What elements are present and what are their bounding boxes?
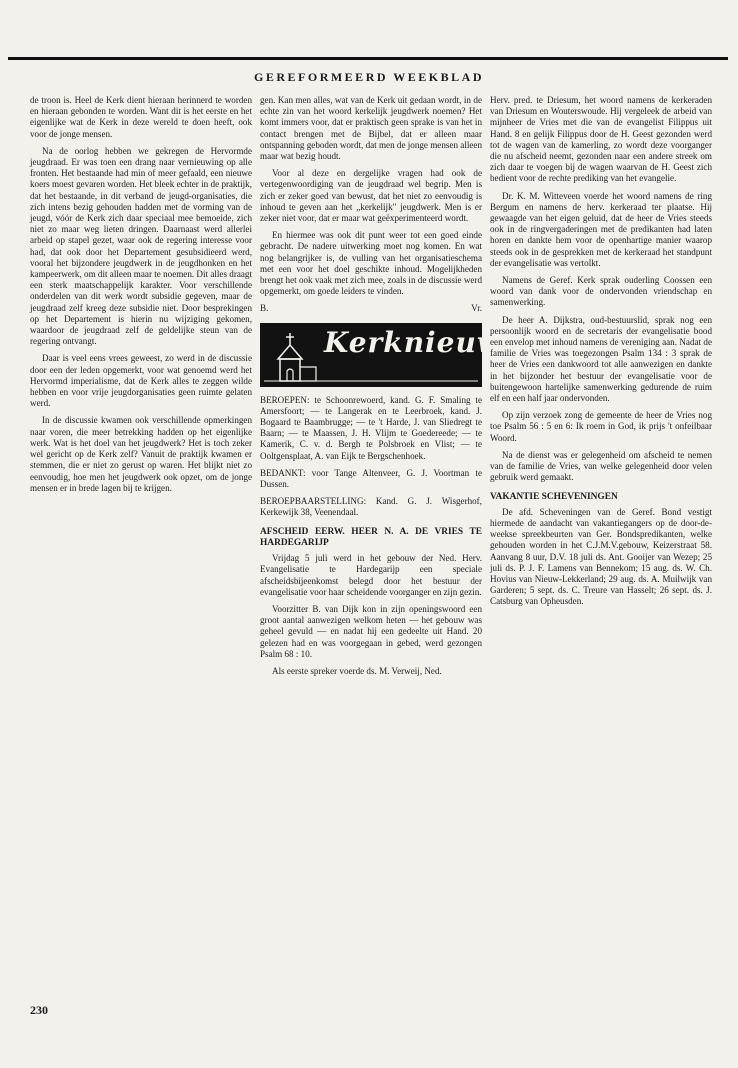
paragraph: De afd. Scheveningen van de Geref. Bond vestigt hiermede de aandacht van vakantiegangers op de door-de-weekse spreekbeurten van Ger. Bondspredikanten, welke gehouden worden in het C.J.M.V.gebouw, Keizerstraat 58. Aanvang 8 uur, D.V. 18 juli ds. Ant. Gooijer van Wezep; 25 juli ds. P. J. F. Lamens van Bennekom; 15 aug. ds. W. Ch. Hovius van Nieuw-Lekkerland; 29 aug. ds. A. Muilwijk van Garderen; 5 sept. ds. C. Treure van Hasselt; 26 sept. ds. J. Catsburg van Opheusden. [490, 506, 712, 607]
paragraph: Herv. pred. te Driesum, het woord namens de kerkeraden van Driesum en Wouterswoude. Hij vergeleek de arbeid van mijnheer de Vries met die van de evangelist Filippus uit Hand. 8 en gelijk Filippus door de H. Geest gezonden werd tot de wagen van de kamerling, zo wordt deze voorganger die nu afscheid neemt, gezonden naar een andere streek om zich daar te voegen bij de wagen waarvan de H. Geest zich bedient voor de rechte prediking van het evangelie. [490, 95, 712, 184]
paragraph: Na de oorlog hebben we gekregen de Hervormde jeugdraad. Er was toen een drang naar vernieuwing op alle fronten. Het bestaande had min of meer gefaald, een nieuwe koers moest gevaren worden. Het bleek echter in de praktijk, dat het bestaande, in dit verband de jeugd-organisaties, die zich intens bezig gehouden hadden met de vorming van de jeugd, vóór de Kerk zich daar speciaal mee bemoeide, zich niet zo maar weg lieten dringen. Daarnaast werd allerlei arbeid op stapel gezet, waar ook de regering interesse voor had, dat ook door het Departement gesubsidieerd werd, vooral het bijzondere jeugdwerk in de jeugdhonken en het kampeerwerk, om dit alleen maar te noemen. Dit alles draagt een sterk maatschappelijk karakter. Voor verschillende onderdelen van dit werk wordt subsidie gegeven, maar de jeugdraad zelf kreeg deze subsidie niet. Door besprekingen op het Departement is hierin nu wijziging gekomen, waardoor de jeugdraad zelf de geldelijke steun van de regering ontvangt. [30, 145, 252, 347]
news-item-beroepbaar: BEROEPBAARSTELLING: Kand. G. J. Wisgerhof, Kerkewijk 38, Veenendaal. [260, 496, 482, 518]
signoff-initial: B. [260, 303, 269, 314]
news-item-bedankt: BEDANKT: voor Tange Altenveer, G. J. Voortman te Dussen. [260, 467, 482, 490]
paragraph: Namens de Geref. Kerk sprak ouderling Coossen een woord van dank voor de ondervonden vriendschap en samenwerking. [490, 275, 712, 308]
paragraph: Dr. K. M. Witteveen voerde het woord namens de ring Bergum en namens de herv. kerkeraad ter plaatse. Hij gewaagde van het eigen geluid, dat de heer de Vries steeds ook in de ringvergaderingen met de predikanten had laten horen en dankte hem voor de openhartige manier waarop steeds ook in de gesprekken met de kerkeraad het standpunt der evangelisatie was vertolkt. [490, 190, 712, 268]
masthead: GEREFORMEERD WEEKBLAD [254, 70, 484, 84]
column-2 [260, 95, 519, 683]
column-1 [30, 95, 252, 500]
paragraph: Als eerste spreker voerde ds. M. Verweij, Ned. [272, 665, 442, 676]
paragraph: Daar is veel eens vrees geweest, zo werd in de discussie door een der leden opgemerkt, voor wat genoemd werd het Hervormd imperialisme, dat de Kerk alles te zeggen wilde hebben en voor vrije jeugdorganisaties geen ruimte gelaten werd. [30, 353, 252, 409]
section-heading-vakantie: VAKANTIE SCHEVENINGEN [490, 491, 618, 502]
paragraph: Vrijdag 5 juli werd in het gebouw der Ned. Herv. Evangelisatie te Hardegarijp een speciale afscheidsbijeenkomst belegd door het bestuur der evangelisatie voor haar scheidende voorganger en zijn gezin. [260, 553, 482, 597]
kerknieuws-banner [260, 323, 519, 387]
paragraph: gen. Kan men alles, wat van de Kerk uit gedaan wordt, in de echte zin van het woord kerkelijk jeugdwerk noemen? Het komt immers voor, dat er praktisch geen sprake is van het in contact brengen met de Bijbel, dat er alleen maar ontspanning geboden wordt, dat men de jonge mensen alleen maar wat bezig houdt. [260, 95, 482, 162]
page-number: 230 [30, 1003, 48, 1017]
paragraph: Na de dienst was er gelegenheid om afscheid te nemen van de familie de Vries, van welke gelegenheid door velen gebruik werd gemaakt. [490, 449, 712, 483]
column-3 [490, 95, 712, 614]
paragraph: Voorzitter B. van Dijk kon in zijn openingswoord een groot aantal aanwezigen welkom heten — het gebouw was geheel gevuld — en nadat hij een gedeelte uit Hand. 20 gelezen had en was voorgegaan in gebed, werd gezongen Psalm 68 : 10. [260, 603, 482, 659]
section-heading-afscheid: AFSCHEID EERW. HEER N. A. DE VRIES TE HARDEGARIJP [260, 526, 482, 548]
top-rule [8, 57, 728, 60]
paragraph: In de discussie kwamen ook verschillende opmerkingen naar voren, die meer betrekking hadden op het eigenlijke werk. Wat is het doel van het jeugdwerk? Het is toch zeker wel gericht op de Kerk zelf? Vanuit de praktijk kwamen er stemmen, die er niet zo gerust op waren. Het blijkt niet zo eenvoudig, hoe men het jeugdwerk ook opzet, om de jonge mensen er in brede lagen bij te krijgen. [30, 415, 252, 493]
banner-title: Kerknieuws [324, 325, 519, 359]
paragraph: En hiermee was ook dit punt weer tot een goed einde gebracht. De nadere uitwerking moet nog komen. En wat nog belangrijker is, de vulling van het organisatieschema met een voor het doel geschikte inhoud. Mogelijkheden brengt het ook vaak met zich mee, zoals in de discussie werd opgemerkt, om goede leiders te vinden. [260, 230, 482, 297]
paragraph: De heer A. Dijkstra, oud-bestuurslid, sprak nog een persoonlijk woord en de secretaris der evangelisatie bood een envelop met inhoud namens de vereniging aan. Nadat de familie de Vries was toegezongen Psalm 134 : 3 sprak de heer de Vries een dankwoord tot alle aanwezigen en dankte in het bijzonder het bestuur der evangelisatie voor de buitengewoon hartelijke samenwerking gedurende de ruim elf en een half jaar ondervonden. [490, 314, 712, 404]
paragraph: Op zijn verzoek zong de gemeente de heer de Vries nog toe Psalm 56 : 5 en 6: Ik roem in God, ik prijs 't onfeilbaar Woord. [490, 410, 712, 443]
paragraph: Voor al deze en dergelijke vragen had ook de vertegenwoordiging van de jeugdraad wel begrip. Men is zich er zeker goed van bewust, dat het niet zo eenvoudig is inhoud te geven aan het „kerkelijk" jeugdwerk. Men is er zeker niet voor, dat er maar wat geëxperimenteerd wordt. [260, 168, 482, 224]
signoff-author: Vr. [471, 303, 482, 314]
signoff [260, 303, 482, 314]
news-item-beroepen: BEROEPEN: te Schoonrewoerd, kand. G. F. Smaling te Amersfoort; — te Langerak en te Leerbroek, kand. J. Bogaard te Baambrugge; — te 't Harde, J. van Sliedregt te Baarn; — te Maassen, J. H. Vlijm te Goedereede; — te Kamerik, C. v. d. Bergh te Polsbroek en Vlist; — te Ooltgensplaat, A. van Eijk te Bergschenhoek. [260, 394, 482, 461]
paragraph: de troon is. Heel de Kerk dient hieraan herinnerd te worden en hieraan gebonden te worden. Want dit is het eerste en het eigenlijke wat de Kerk in deze wereld te doen heeft, ook voor de jonge mensen. [30, 95, 252, 139]
